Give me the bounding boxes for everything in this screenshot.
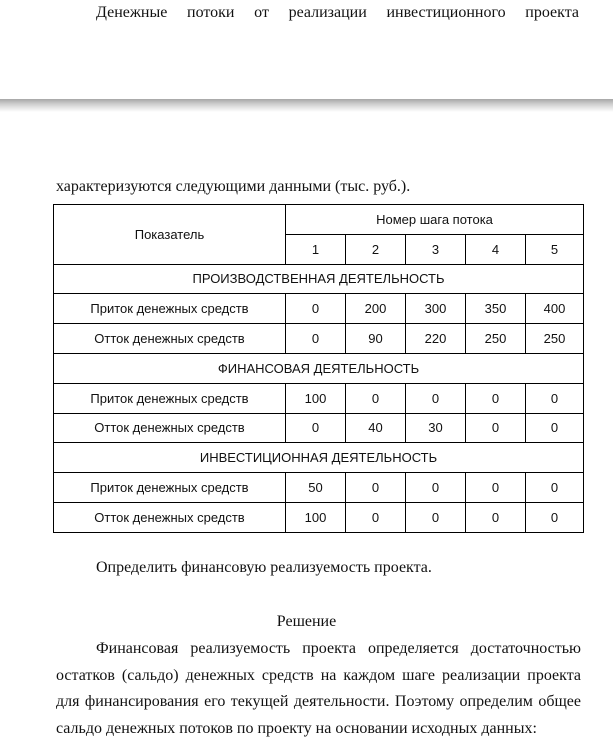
- cash-flow-table: [53, 204, 584, 533]
- value-cell: 0: [346, 383, 406, 413]
- value-cell: 0: [526, 383, 584, 413]
- value-cell: 0: [286, 294, 346, 324]
- section-title: ПРОИЗВОДСТВЕННАЯ ДЕЯТЕЛЬНОСТЬ: [54, 264, 584, 294]
- value-cell: 100: [286, 502, 346, 532]
- value-cell: 0: [346, 502, 406, 532]
- value-cell: 40: [346, 413, 406, 443]
- value-cell: 0: [466, 413, 526, 443]
- row-label: Приток денежных средств: [54, 473, 286, 503]
- solution-heading: Решение: [276, 613, 337, 630]
- value-cell: 0: [466, 502, 526, 532]
- table-row: [54, 324, 584, 354]
- table-row: [54, 383, 584, 413]
- value-cell: 90: [346, 324, 406, 354]
- table-row: [54, 294, 584, 324]
- value-cell: 0: [286, 324, 346, 354]
- step-number-header: Номер шага потока: [286, 205, 584, 235]
- value-cell: 200: [346, 294, 406, 324]
- table-row: [54, 502, 584, 532]
- value-cell: 0: [526, 413, 584, 443]
- step-number-cell: 4: [466, 234, 526, 264]
- value-cell: 0: [406, 383, 466, 413]
- indicator-header: Показатель: [54, 205, 286, 265]
- value-cell: 0: [526, 473, 584, 503]
- value-cell: 0: [526, 502, 584, 532]
- row-label: Отток денежных средств: [54, 324, 286, 354]
- value-cell: 400: [526, 294, 584, 324]
- value-cell: 0: [406, 502, 466, 532]
- row-label: Отток денежных средств: [54, 413, 286, 443]
- row-label: Приток денежных средств: [54, 294, 286, 324]
- row-label: Приток денежных средств: [54, 383, 286, 413]
- value-cell: 0: [466, 473, 526, 503]
- section-title: ФИНАНСОВАЯ ДЕЯТЕЛЬНОСТЬ: [54, 353, 584, 383]
- section-header-row: [54, 264, 584, 294]
- page-break-divider: [0, 99, 613, 112]
- value-cell: 300: [406, 294, 466, 324]
- step-number-cell: 1: [286, 234, 346, 264]
- text-line-fragment: Денежные потоки от реализации инвестиционного проекта: [96, 4, 579, 21]
- table-row: [54, 413, 584, 443]
- solution-paragraph: Финансовая реализуемость проекта определяется достаточностью остатков (сальдо) денежных средств на каждом шаге реализации проекта для финансирования его текущей деятельности. Поэтому определим общее сальдо денежных потоков по проекту на основании исходных данных:: [56, 640, 581, 738]
- value-cell: 250: [466, 324, 526, 354]
- value-cell: 350: [466, 294, 526, 324]
- step-number-cell: 2: [346, 234, 406, 264]
- section-header-row: [54, 353, 584, 383]
- step-number-cell: 5: [526, 234, 584, 264]
- value-cell: 250: [526, 324, 584, 354]
- value-cell: 220: [406, 324, 466, 354]
- intro-text: характеризуются следующими данными (тыс. руб.).: [56, 178, 411, 195]
- value-cell: 100: [286, 383, 346, 413]
- section-header-row: [54, 443, 584, 473]
- table-row: [54, 473, 584, 503]
- table-header-row: [54, 205, 584, 235]
- row-label: Отток денежных средств: [54, 502, 286, 532]
- value-cell: 50: [286, 473, 346, 503]
- value-cell: 30: [406, 413, 466, 443]
- task-statement: Определить финансовую реализуемость проекта.: [96, 559, 432, 576]
- value-cell: 0: [346, 473, 406, 503]
- step-number-cell: 3: [406, 234, 466, 264]
- value-cell: 0: [466, 383, 526, 413]
- value-cell: 0: [406, 473, 466, 503]
- value-cell: 0: [286, 413, 346, 443]
- section-title: ИНВЕСТИЦИОННАЯ ДЕЯТЕЛЬНОСТЬ: [54, 443, 584, 473]
